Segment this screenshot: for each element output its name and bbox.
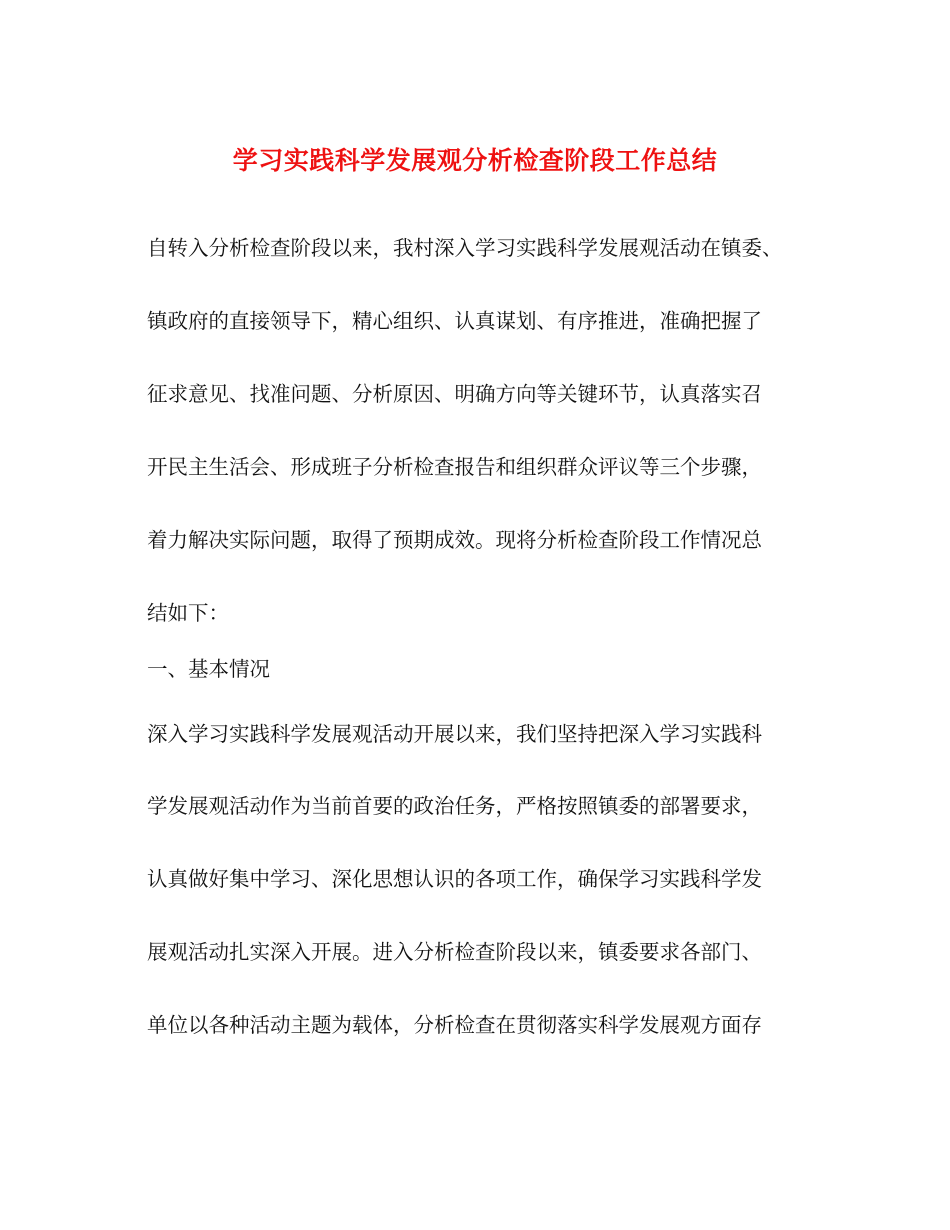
paragraph-line-5: 着力解决实际问题，取得了预期成效。现将分析检查阶段工作情况总 [147, 528, 762, 552]
section-heading: 一、基本情况 [147, 657, 270, 681]
document-title: 学习实践科学发展观分析检查阶段工作总结 [232, 146, 718, 175]
paragraph-line-4: 开民主生活会、形成班子分析检查报告和组织群众评议等三个步骤， [147, 455, 762, 479]
paragraph-line-6: 结如下： [147, 601, 229, 625]
paragraph-line-9: 认真做好集中学习、深化思想认识的各项工作，确保学习实践科学发 [147, 867, 762, 891]
paragraph-line-3: 征求意见、找准问题、分析原因、明确方向等关键环节，认真落实召 [147, 382, 762, 406]
paragraph-line-10: 展观活动扎实深入开展。进入分析检查阶段以来，镇委要求各部门、 [147, 940, 762, 964]
paragraph-line-7: 深入学习实践科学发展观活动开展以来，我们坚持把深入学习实践科 [147, 722, 762, 746]
paragraph-line-1: 自转入分析检查阶段以来，我村深入学习实践科学发展观活动在镇委、 [147, 236, 783, 260]
paragraph-line-8: 学发展观活动作为当前首要的政治任务，严格按照镇委的部署要求， [147, 794, 762, 818]
paragraph-line-11: 单位以各种活动主题为载体，分析检查在贯彻落实科学发展观方面存 [147, 1013, 762, 1037]
paragraph-line-2: 镇政府的直接领导下，精心组织、认真谋划、有序推进，准确把握了 [147, 309, 762, 333]
